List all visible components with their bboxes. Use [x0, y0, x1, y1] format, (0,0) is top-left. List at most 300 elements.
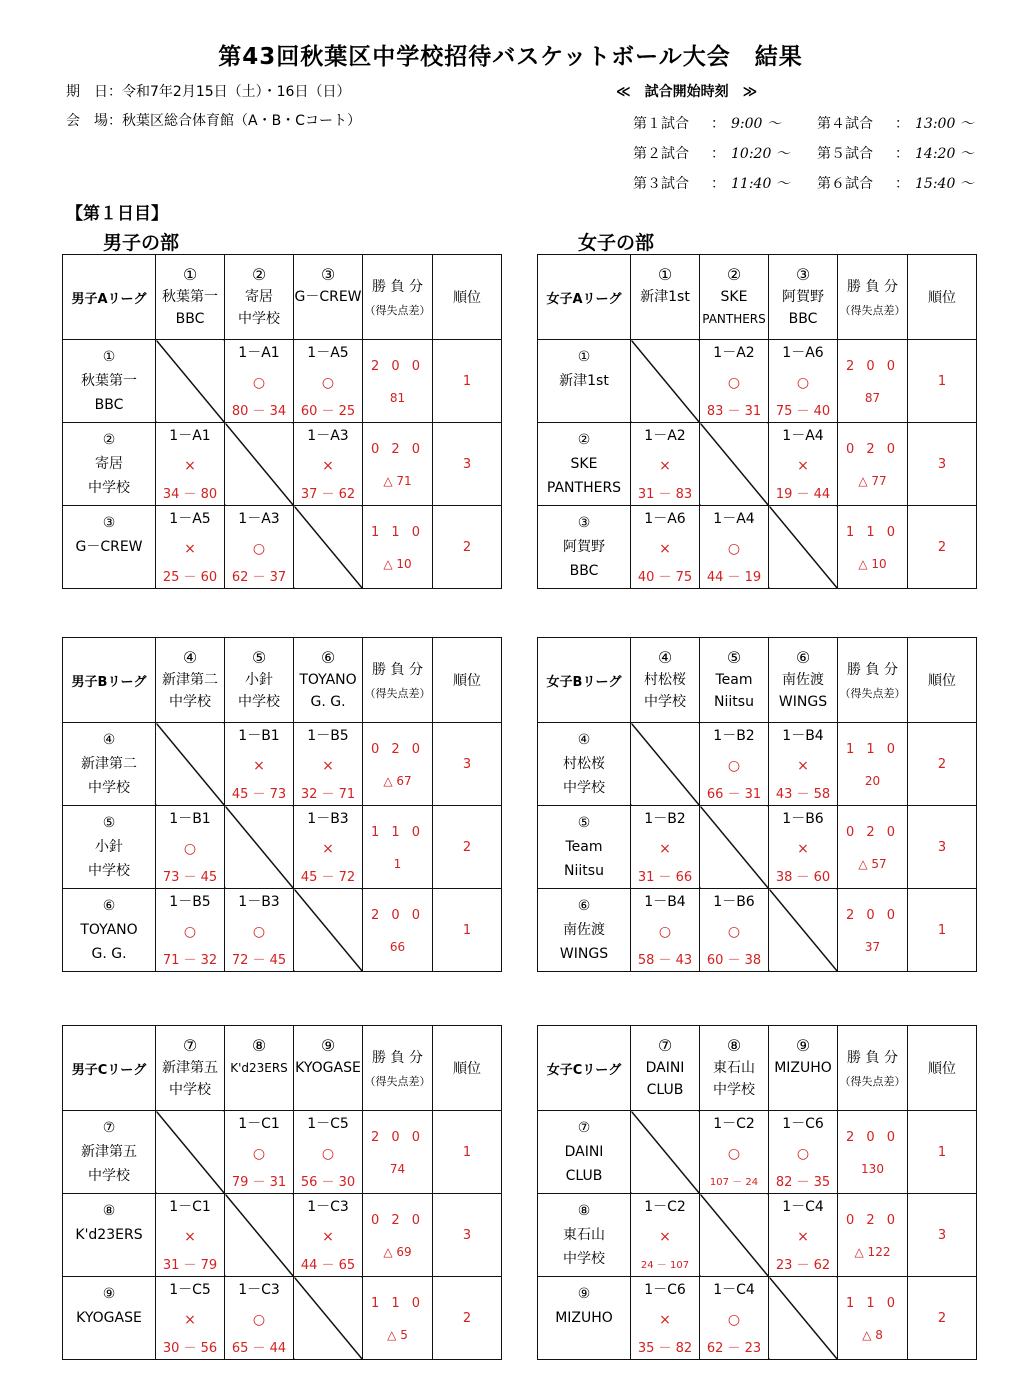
league-table [62, 637, 502, 972]
team-number: ① [577, 349, 591, 365]
match-cell [225, 506, 294, 589]
match-result-symbol: × [797, 758, 809, 774]
match-result-symbol: ○ [727, 758, 741, 774]
match-score: 65 － 44 [231, 1341, 287, 1356]
match-score: 58 － 43 [637, 953, 693, 968]
match-result-symbol: ○ [727, 924, 741, 940]
team-header-name: K'd23ERS [230, 1061, 288, 1075]
self-match-cell [294, 1277, 363, 1360]
team-header-name: 中学校 [238, 311, 280, 327]
team-header-cell [700, 255, 769, 340]
self-match-cell [225, 806, 294, 889]
match-content [769, 1111, 837, 1193]
rank-value: 3 [937, 457, 947, 472]
record-content [838, 723, 907, 805]
rank-value: 2 [462, 840, 472, 855]
match-result-symbol: × [659, 1312, 671, 1328]
match-content [156, 1194, 224, 1276]
team-row-name: CLUB [565, 1168, 603, 1184]
team-row-name: MIZUHO [555, 1310, 613, 1326]
match-id: 1－C1 [238, 1116, 280, 1132]
team-header-cell [225, 1026, 294, 1111]
schedule-game-2: 第２試合 ： 10:20 ～ [633, 146, 790, 162]
match-cell [769, 806, 838, 889]
match-score: 44 － 65 [300, 1258, 356, 1273]
match-score: 31 － 83 [637, 487, 693, 502]
schedule-left [633, 108, 815, 198]
match-cell [294, 1111, 363, 1194]
record-cell [363, 889, 433, 972]
team-row-header [538, 723, 631, 806]
self-match-cell [769, 889, 838, 972]
match-score: 60 － 38 [706, 953, 762, 968]
win-loss-draw: 2 0 0 [370, 908, 425, 923]
team-row-name: SKE [570, 456, 598, 472]
team-row-header [63, 889, 156, 972]
team-header-spacer [294, 1079, 362, 1101]
match-content [225, 1277, 293, 1359]
diff-note: （得失点差） [364, 304, 431, 317]
team-header-cell [294, 638, 363, 723]
team-header-cell [225, 255, 294, 340]
boys-division-title: 男子の部 [103, 232, 180, 254]
rank-value: 1 [462, 1145, 472, 1160]
record-header: 勝 負 分 [372, 1050, 423, 1066]
rank-value: 1 [462, 923, 472, 938]
self-match-cell [294, 889, 363, 972]
rank-value: 2 [937, 1311, 947, 1326]
date-label: 期 日 [66, 84, 108, 100]
team-row-name: K'd23ERS [75, 1227, 143, 1243]
win-loss-draw: 2 0 0 [370, 1130, 425, 1145]
rank-value: 3 [462, 457, 472, 472]
team-row-header [63, 506, 156, 589]
point-difference: 1 [393, 857, 402, 871]
match-id: 1－A1 [238, 345, 280, 361]
record-content [363, 423, 432, 505]
match-score: 24 － 107 [640, 1260, 690, 1271]
self-match-cell [156, 1111, 225, 1194]
team-header-name: 南佐渡 [782, 672, 824, 688]
match-result-symbol: ○ [727, 1312, 741, 1328]
team-header-name: KYOGASE [295, 1060, 361, 1076]
win-loss-draw: 2 0 0 [370, 359, 425, 374]
team-row-header [63, 723, 156, 806]
match-id: 1－C6 [782, 1116, 824, 1132]
match-content [294, 1111, 362, 1193]
team-header-name: 中学校 [713, 1082, 755, 1098]
team-number: ⑤ [577, 815, 591, 831]
team-row-name: DAINI [564, 1144, 604, 1160]
match-content [631, 806, 699, 888]
team-header-cell [631, 1026, 700, 1111]
match-result-symbol: ○ [321, 1146, 335, 1162]
diff-note: （得失点差） [839, 687, 906, 700]
match-cell [225, 1277, 294, 1360]
match-content [156, 423, 224, 505]
self-match-cell [156, 340, 225, 423]
rank-cell [908, 1111, 977, 1194]
team-row-name: 中学校 [88, 1168, 130, 1184]
point-difference: △ 57 [858, 857, 887, 871]
match-cell [294, 1194, 363, 1277]
team-number: ③ [577, 515, 591, 531]
match-score: 80 － 34 [231, 404, 287, 419]
team-number: ⑧ [726, 1036, 742, 1055]
win-loss-draw: 1 1 0 [370, 525, 425, 540]
match-content [294, 1194, 362, 1276]
team-header-name: 中学校 [644, 694, 686, 710]
record-header-cell [838, 255, 908, 340]
match-result-symbol: × [659, 841, 671, 857]
table-row [63, 1194, 502, 1277]
team-number: ⑧ [251, 1036, 267, 1055]
win-loss-draw: 1 1 0 [845, 525, 900, 540]
match-result-symbol: ○ [252, 541, 266, 557]
match-content [769, 423, 837, 505]
team-number: ⑤ [726, 648, 742, 667]
match-id: 1－C2 [644, 1199, 686, 1215]
team-number: ⑤ [102, 815, 116, 831]
record-content [838, 423, 907, 505]
rank-header-cell [908, 1026, 977, 1111]
team-header-spacer [294, 308, 362, 330]
match-score: 19 － 44 [775, 487, 831, 502]
match-content [294, 340, 362, 422]
point-difference: 20 [864, 774, 881, 788]
match-score: 71 － 32 [162, 953, 218, 968]
record-content [363, 1194, 432, 1276]
match-content [631, 506, 699, 588]
match-id: 1－A2 [644, 428, 686, 444]
team-number: ② [577, 432, 591, 448]
team-header-name: MIZUHO [774, 1060, 832, 1076]
match-result-symbol: × [797, 458, 809, 474]
team-row-header [63, 1277, 156, 1360]
team-row-name: 新津第二 [81, 756, 137, 772]
match-content [700, 889, 768, 971]
record-cell [838, 506, 908, 589]
win-loss-draw: 1 1 0 [845, 742, 900, 757]
team-row-name: PANTHERS [546, 480, 622, 496]
team-row-name: Niitsu [564, 863, 604, 879]
table-row [63, 340, 502, 423]
rank-cell [433, 340, 502, 423]
team-header-name: TOYANO [299, 672, 357, 688]
match-score: 25 － 60 [162, 570, 218, 585]
match-id: 1－A6 [644, 511, 686, 527]
match-content [631, 423, 699, 505]
team-header-name: 村松桜 [644, 672, 686, 688]
team-header-name: CLUB [646, 1082, 684, 1098]
match-content [631, 1194, 699, 1276]
match-result-symbol: × [797, 1229, 809, 1245]
rank-cell [433, 1277, 502, 1360]
match-cell [156, 1277, 225, 1360]
venue-line: 会 場：秋葉区総合体育館（A・B・Cコート） [66, 113, 361, 129]
record-content [363, 889, 432, 971]
rank-header-cell [433, 255, 502, 340]
match-cell [700, 1111, 769, 1194]
record-header-cell [363, 255, 433, 340]
team-row-name: 東石山 [563, 1227, 605, 1243]
match-cell [631, 806, 700, 889]
rank-cell [433, 723, 502, 806]
team-header-cell [769, 255, 838, 340]
record-cell [838, 806, 908, 889]
self-match-cell [225, 1194, 294, 1277]
rank-value: 1 [937, 374, 947, 389]
team-header-name: PANTHERS [702, 312, 766, 326]
rank-value: 2 [937, 757, 947, 772]
team-row-name: 村松桜 [563, 756, 605, 772]
team-number: ⑦ [102, 1120, 116, 1136]
win-loss-draw: 0 2 0 [845, 1213, 900, 1228]
team-number: ⑦ [657, 1036, 673, 1055]
table-row [538, 889, 977, 972]
match-content [294, 723, 362, 805]
match-cell [700, 723, 769, 806]
rank-cell [433, 1194, 502, 1277]
team-row-spacer [63, 1330, 155, 1354]
match-score: 23 － 62 [775, 1258, 831, 1273]
team-number: ② [726, 265, 742, 284]
match-score: 60 － 25 [300, 404, 356, 419]
match-cell [156, 506, 225, 589]
rank-header-cell [908, 638, 977, 723]
schedule-game-6: 第６試合 ： 15:40 ～ [817, 176, 974, 192]
team-row-header [63, 1111, 156, 1194]
point-difference: △ 71 [383, 474, 412, 488]
team-number: ② [102, 432, 116, 448]
match-id: 1－B3 [238, 894, 280, 910]
team-row-name: 中学校 [88, 863, 130, 879]
team-number: ⑧ [577, 1203, 591, 1219]
team-header-cell [294, 1026, 363, 1111]
rank-cell [433, 1111, 502, 1194]
match-content [225, 723, 293, 805]
match-score: 35 － 82 [637, 1341, 693, 1356]
rank-header-cell [908, 255, 977, 340]
team-row-spacer [63, 559, 155, 583]
team-number: ⑧ [102, 1203, 116, 1219]
match-cell [769, 1194, 838, 1277]
match-result-symbol: ○ [658, 924, 672, 940]
match-cell [631, 423, 700, 506]
team-number: ⑨ [102, 1286, 116, 1302]
match-cell [156, 806, 225, 889]
match-result-symbol: × [659, 458, 671, 474]
team-row-header [538, 806, 631, 889]
team-header-cell [294, 255, 363, 340]
match-score: 75 － 40 [775, 404, 831, 419]
league-name: 女子Cリーグ [546, 1062, 622, 1078]
match-content [631, 889, 699, 971]
record-content [363, 506, 432, 588]
league-table [537, 1025, 977, 1360]
match-cell [225, 340, 294, 423]
table-row [63, 1111, 502, 1194]
girls-division-title: 女子の部 [578, 232, 655, 254]
diff-note: （得失点差） [839, 304, 906, 317]
match-id: 1－C4 [782, 1199, 824, 1215]
match-cell [294, 340, 363, 423]
match-content [225, 889, 293, 971]
self-match-cell [294, 506, 363, 589]
match-cell [156, 889, 225, 972]
point-difference: △ 122 [854, 1245, 891, 1259]
match-result-symbol: ○ [321, 375, 335, 391]
rank-value: 1 [937, 1145, 947, 1160]
team-row-header [63, 806, 156, 889]
match-cell [156, 423, 225, 506]
league-name: 女子Aリーグ [546, 291, 622, 307]
match-id: 1－A4 [713, 511, 755, 527]
rank-header-cell [433, 1026, 502, 1111]
diff-note: （得失点差） [839, 1075, 906, 1088]
match-content [156, 1277, 224, 1359]
team-header-cell [156, 638, 225, 723]
record-cell [363, 723, 433, 806]
match-score: 32 － 71 [300, 787, 356, 802]
rank-value: 3 [462, 757, 472, 772]
schedule-game-3: 第３試合 ： 11:40 ～ [633, 176, 790, 192]
self-match-cell [631, 340, 700, 423]
match-id: 1－A1 [169, 428, 211, 444]
team-number: ⑥ [795, 648, 811, 667]
record-cell [838, 723, 908, 806]
match-id: 1－B3 [307, 811, 349, 827]
team-number: ④ [657, 648, 673, 667]
league-name: 男子Cリーグ [71, 1062, 147, 1078]
table-row [538, 806, 977, 889]
match-id: 1－A6 [782, 345, 824, 361]
team-number: ⑥ [320, 648, 336, 667]
team-header-name: G. G. [310, 694, 346, 710]
record-content [363, 1111, 432, 1193]
team-number: ⑨ [795, 1036, 811, 1055]
match-result-symbol: ○ [252, 924, 266, 940]
self-match-cell [769, 1277, 838, 1360]
self-match-cell [769, 506, 838, 589]
match-id: 1－C6 [644, 1282, 686, 1298]
table-row [63, 423, 502, 506]
match-score: 66 － 31 [706, 787, 762, 802]
team-row-name: 中学校 [88, 780, 130, 796]
win-loss-draw: 2 0 0 [845, 1130, 900, 1145]
diff-note: （得失点差） [364, 1075, 431, 1088]
team-number: ② [251, 265, 267, 284]
table-row [538, 340, 977, 423]
rank-value: 2 [937, 540, 947, 555]
team-row-spacer [538, 393, 630, 417]
league-name-cell [538, 1026, 631, 1111]
match-cell [700, 506, 769, 589]
team-row-spacer [538, 1330, 630, 1354]
match-content [156, 806, 224, 888]
match-id: 1－A3 [238, 511, 280, 527]
match-score: 45 － 73 [231, 787, 287, 802]
match-id: 1－C5 [169, 1282, 211, 1298]
rank-value: 2 [462, 540, 472, 555]
team-number: ③ [102, 515, 116, 531]
day-heading: 【第１日目】 [66, 204, 168, 224]
match-cell [769, 723, 838, 806]
match-content [631, 1277, 699, 1359]
match-score: 44 － 19 [706, 570, 762, 585]
match-id: 1－A4 [782, 428, 824, 444]
point-difference: △ 10 [858, 557, 887, 571]
self-match-cell [631, 1111, 700, 1194]
page-title: 第43回秋葉区中学校招待バスケットボール大会 結果 [218, 44, 803, 70]
match-score: 56 － 30 [300, 1175, 356, 1190]
match-result-symbol: × [322, 841, 334, 857]
team-row-name: KYOGASE [76, 1310, 142, 1326]
win-loss-draw: 0 2 0 [370, 442, 425, 457]
self-match-cell [225, 423, 294, 506]
match-score: 38 － 60 [775, 870, 831, 885]
match-result-symbol: × [253, 758, 265, 774]
match-result-symbol: ○ [252, 1312, 266, 1328]
record-cell [363, 1277, 433, 1360]
team-header-cell [700, 1026, 769, 1111]
team-header-spacer [769, 1079, 837, 1101]
team-row-name: 中学校 [563, 780, 605, 796]
match-cell [700, 340, 769, 423]
rank-cell [908, 506, 977, 589]
team-number: ⑥ [577, 898, 591, 914]
match-cell [225, 1111, 294, 1194]
record-content [363, 806, 432, 888]
win-loss-draw: 1 1 0 [370, 825, 425, 840]
rank-value: 2 [462, 1311, 472, 1326]
match-content [700, 506, 768, 588]
league-table [62, 1025, 502, 1360]
team-row-name: 南佐渡 [563, 922, 605, 938]
match-score: 82 － 35 [775, 1175, 831, 1190]
point-difference: △ 77 [858, 474, 887, 488]
league-name-cell [63, 638, 156, 723]
record-cell [363, 806, 433, 889]
point-difference: △ 69 [383, 1245, 412, 1259]
win-loss-draw: 2 0 0 [845, 359, 900, 374]
match-result-symbol: × [184, 458, 196, 474]
match-id: 1－C3 [238, 1282, 280, 1298]
team-header-name: DAINI [645, 1060, 685, 1076]
match-score: 45 － 72 [300, 870, 356, 885]
team-header-cell [769, 638, 838, 723]
point-difference: 37 [864, 940, 881, 954]
team-header-name: 新津第五 [162, 1060, 218, 1076]
team-row-name: 新津第五 [81, 1144, 137, 1160]
match-score: 73 － 45 [162, 870, 218, 885]
match-result-symbol: ○ [252, 1146, 266, 1162]
match-result-symbol: × [322, 1229, 334, 1245]
match-cell [294, 723, 363, 806]
team-number: ⑤ [251, 648, 267, 667]
record-content [363, 340, 432, 422]
self-match-cell [700, 423, 769, 506]
match-score: 40 － 75 [637, 570, 693, 585]
team-row-name: 寄居 [95, 456, 123, 472]
team-row-header [538, 423, 631, 506]
team-header-name: 秋葉第一 [162, 289, 218, 305]
match-content [700, 723, 768, 805]
team-header-cell [631, 255, 700, 340]
team-row-name: 秋葉第一 [81, 373, 137, 389]
match-score: 62 － 37 [231, 570, 287, 585]
point-difference: 81 [389, 391, 406, 405]
